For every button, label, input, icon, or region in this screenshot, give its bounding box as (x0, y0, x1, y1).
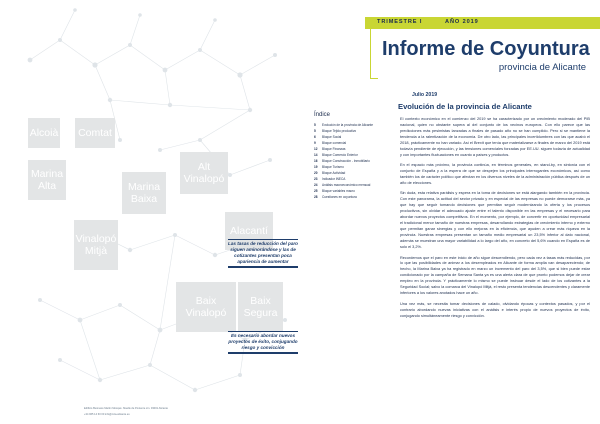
toc-page-number: 14 (314, 153, 318, 157)
tile-baix-segura (238, 282, 283, 332)
header-bar (365, 17, 600, 29)
body-paragraph: Recordemos que el paro en este inicio de año sigue descendiendo, pero cada vez a tasas más reducidas, por lo que las posibilidades de animar a los desempleados en Alicante de forma amplia van desapareciendo; de hecho, la Marina Baixa ya ha registrado en marzo un incremento del paro del 3,5%, que si bien puede estar condicionado por la campaña de Semana Santa ya es una alerta clara de que pronto podemos dejar de crear empleo en la provincia. Y prácticamente lo mismo se puede insinuar desde el lado de los cotizantes a la Seguridad Social; salvo la comarca del Vinalopó Mitjà, el resto presenta tendencias descendentes y claramente inferiores a los valores anotados hace un año. (400, 255, 590, 296)
footer-address: Edificio Business Martín Mosqué. Muelle de Poniente s/n. 03001 Alicante (84, 407, 168, 410)
toc-item-label: Bloque Comercio Exterior (322, 153, 358, 157)
tile-vinalopo-mitja (74, 220, 118, 270)
tile-label: Baix Segura (243, 295, 278, 319)
body-paragraph: En el espacio más próximo, la provincia continúa, en términos generales, en stand-by, en sintonía con el conjunto de España y a la espera de que se despejen los principales interrogantes económicos, así como también los de carácter político que afectan en los diversos niveles de la administración pública después de un año de elecciones. (400, 163, 590, 186)
body-paragraph: El contexto económico en el comienzo del 2019 se ha caracterizado por un crecimiento moderado del PIB nacional, quien no obstante supera al del conjunto de los vecinos europeos. Con ello parece que las predicciones más pesimistas lanzadas a finales de pasado año no se han cumplido. Pero si se mantiene la tendencia a la ralentización de la economía. De otro lado, las principales incertidumbres con las que acabó el 2018, prácticamente no han variado. Así el Brexit que tenía que materializarse a finales de marzo del 2019 está todavía pendiente de ejecución, y las tensiones comerciales forzadas por EE.UU. siguen todavía de actualidad y con importantes fluctuaciones en cuanto a países y productos. (400, 117, 590, 157)
callout-proyectos (228, 330, 298, 355)
toc-page-number: 5 (314, 129, 316, 133)
toc-page-number: 25 (314, 189, 318, 193)
callout-bar (228, 331, 298, 332)
section-title: Evolución de la provincia de Alicante (398, 102, 532, 111)
toc-page-number: 19 (314, 165, 318, 169)
toc-item-label: Bloque Finanzas (322, 147, 346, 151)
toc-page-number: 12 (314, 147, 318, 151)
toc-page-number: 24 (314, 183, 318, 187)
toc-item-label: Bloque variables macro (322, 189, 355, 193)
body-paragraph: Una vez más, se necesita tomar decisiones de calado, olvidando épocas y contextos pasados, y por el contrario abordando nuevas iniciativas con el análisis e interés propio de nuevos proyectos de éxito, conjugando simultáneamente riesgo y convicción. (400, 301, 590, 318)
toc-list (314, 122, 399, 200)
toc-page-number: 9 (314, 141, 316, 145)
tile-label: Alcoià (29, 127, 59, 139)
year-label: AÑO 2019 (445, 19, 479, 25)
callout-bar (228, 239, 298, 240)
toc-item-label: Análisis macroeconómico mensual (322, 183, 371, 187)
report-subtitle: provincia de Alicante (498, 62, 586, 73)
tile-label: Alt Vinalopó (183, 161, 225, 185)
callout-bar (228, 352, 298, 353)
toc-page-number: 6 (314, 135, 316, 139)
footer-contact: +34 965 14 60 00 info@ccia-alicante.es (84, 413, 130, 416)
toc-page-number: 20 (314, 171, 318, 175)
report-title: Informe de Coyuntura (382, 38, 590, 60)
header-corner-line (370, 29, 378, 79)
tile-label: Marina Alta (30, 168, 64, 192)
tile-label: Comtat (78, 127, 112, 139)
callout-bar (228, 266, 298, 267)
tile-comtat (75, 118, 115, 148)
callout-proyectos-text: Es necesario abordar nuevos proyectos de éxito, conjugando riesgo y convicción (228, 333, 298, 351)
tile-baix-vinalopo (176, 282, 236, 332)
toc-page-number: 5 (314, 123, 316, 127)
toc-item-label: Bloque Social (322, 135, 342, 139)
tile-alcoia (28, 118, 60, 148)
toc-item-label: Bloque Tejido productivo (322, 129, 357, 133)
toc-page-number: 16 (314, 159, 318, 163)
tile-label: Marina Baixa (127, 181, 161, 205)
tile-label: Baix Vinalopó (185, 295, 227, 319)
report-page (300, 0, 600, 424)
callout-paro-text: Las tasas de reducción del paro siguen aminorándose y las de cotizantes presentan poca apariencia de aumentar (228, 241, 298, 265)
tile-label: Alacantí (230, 225, 268, 237)
trimestre-label: TRIMESTRE I (377, 19, 423, 25)
toc-item-label: Evolución de la provincia de Alicante (322, 123, 373, 127)
toc-page-number: 28 (314, 195, 318, 199)
table-of-contents (314, 112, 399, 200)
body-paragraph: Sin duda, esta relativa parálisis y espera en la toma de decisiones se está alargando también en la provincia. Con este panorama, la actitud del sector privado y en especial de las empresas no puede demorarse más, ya que hay que seguir tomando decisiones que permitan seguir modernizando la oferta y los procesos productivos, sin olvidar el adecuado ajuste entre el talento disponible en las empresas y el necesario para abordar nuevos proyectos competitivos. En el momento, por ejemplo, de convertir en oportunidad empresarial el tradicional menor tamaño de nuestras empresas, desarrollando estrategias de crecimiento interno y externo que permitan ganar sinergias y con ello mejoras en la eficiencia, que ayuden a crear más riqueza en la provincia. Nuestras empresas presentan un tamaño medio empresarial un 23,5% inferior al dato nacional, además se muestran una mayor variabilidad a lo largo del año, en concreto del 5,6% cuando en España es de solo el 3,2%. (400, 191, 590, 250)
toc-item (314, 194, 399, 200)
report-body (400, 117, 590, 324)
tile-label: Vinalopó Mitjà (75, 233, 117, 257)
report-date: Julio 2019 (412, 92, 438, 98)
tile-marina-alta (28, 160, 66, 200)
toc-item-label: Bloque comercial (322, 141, 347, 145)
toc-item-label: Indicador INECA (322, 177, 346, 181)
toc-item-label: Bloque Actividad (322, 171, 346, 175)
toc-page-number: 23 (314, 177, 318, 181)
toc-heading: Índice (314, 112, 331, 118)
tile-alt-vinalopo (180, 152, 228, 194)
toc-item-label: Bloque Turismo (322, 165, 344, 169)
callout-paro (228, 238, 298, 269)
toc-item-label: Cuestiones en coyuntura (322, 195, 357, 199)
tile-marina-baixa (122, 172, 166, 214)
toc-item-label: Bloque Construcción - Inmobiliario (322, 159, 370, 163)
